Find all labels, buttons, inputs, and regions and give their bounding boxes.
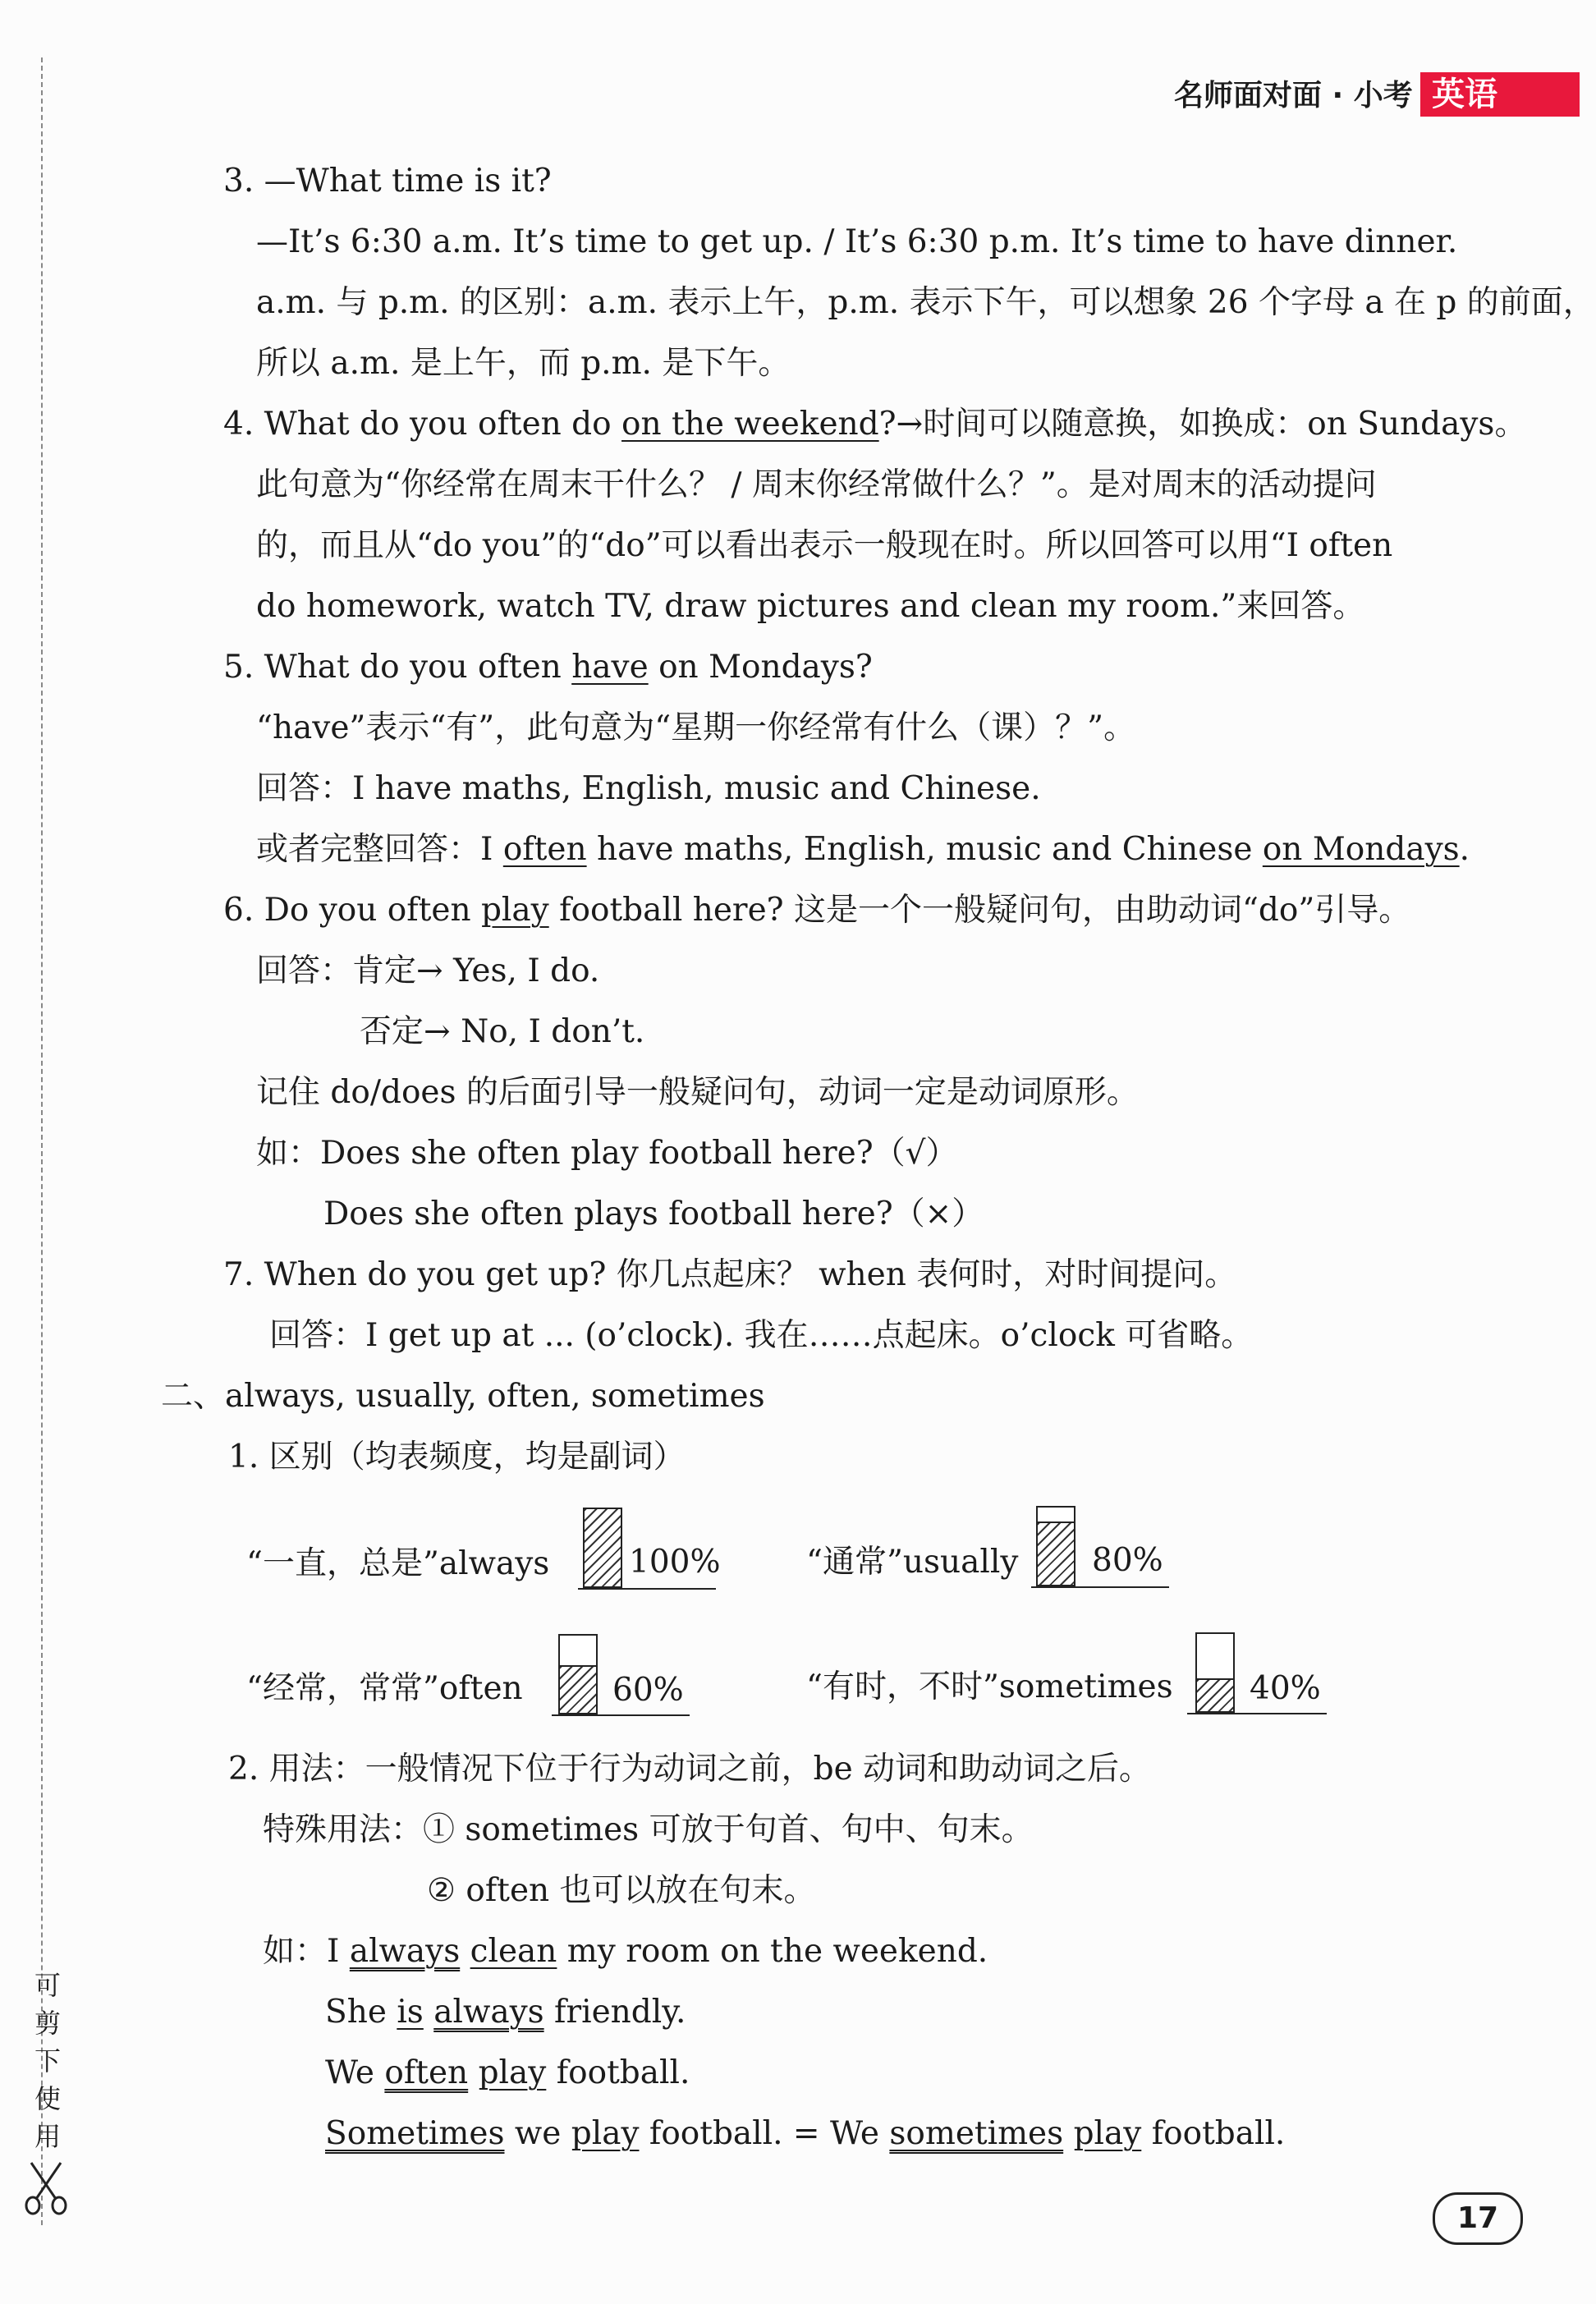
chart-value-label: 60% xyxy=(612,1672,684,1709)
underlined-word: have xyxy=(571,649,649,686)
underlined-phrase: on the weekend xyxy=(621,406,879,443)
item4-note-1: 此句意为“你经常在周末干什么？ / 周末你经常做什么？”。是对周末的活动提问 xyxy=(256,466,1377,503)
item6-example-wrong: Does she often plays football here?（×） xyxy=(323,1196,984,1232)
chart-bar xyxy=(583,1508,622,1588)
chart-value-label: 100% xyxy=(629,1544,721,1581)
item6-answer-no: 否定→ No, I don’t. xyxy=(360,1013,645,1050)
chart-bar xyxy=(558,1634,598,1714)
item3-answer: —It’s 6:30 a.m. It’s time to get up. / It’s 6:30 p.m. It’s time to have dinner. xyxy=(256,223,1458,260)
underlined-word: play xyxy=(480,892,549,929)
underlined-word: often xyxy=(502,831,587,868)
chart-bar-fill xyxy=(1038,1521,1074,1585)
underlined-phrase: on Mondays xyxy=(1262,831,1460,868)
cut-label-char: 用 xyxy=(34,2121,61,2152)
example-4: Sometimes we play football. = We sometimes play football. xyxy=(325,2115,1286,2152)
chart-category-label: “一直，总是”always xyxy=(246,1545,550,1582)
special-usage-2: ② often 也可以放在句末。 xyxy=(427,1872,816,1909)
cut-label-char: 使 xyxy=(34,2083,61,2114)
chart-baseline xyxy=(578,1588,716,1590)
chart-baseline xyxy=(1031,1586,1169,1588)
cut-label-char: 剪 xyxy=(34,2008,61,2039)
chart-bar xyxy=(1036,1506,1075,1586)
underlined-adverb: always xyxy=(433,1994,544,2031)
example-2: She is always friendly. xyxy=(325,1994,686,2031)
chart-category-label: “通常”usually xyxy=(806,1544,1019,1581)
item7-answer: 回答：I get up at ... (o’clock). 我在……点起床。o’clock 可省略。 xyxy=(269,1317,1254,1354)
underlined-adverb: always xyxy=(349,1933,461,1970)
special-usage-1: 特殊用法：① sometimes 可放于句首、句中、句末。 xyxy=(263,1811,1034,1848)
scissors-icon xyxy=(23,2159,69,2219)
underlined-verb: play xyxy=(478,2054,547,2091)
item3-question: 3. —What time is it? xyxy=(223,163,552,200)
item5-question: 5. What do you often have on Mondays? xyxy=(223,649,873,686)
item5-note-1: “have”表示“有”，此句意为“星期一你经常有什么（课）？”。 xyxy=(256,709,1136,746)
chart-baseline xyxy=(552,1714,690,1716)
cut-label-char: 可 xyxy=(34,1970,61,2001)
section2-subtitle-1: 1. 区别（均表频度，均是副词） xyxy=(228,1439,686,1476)
header-series: 名师面对面 · 小考 xyxy=(1174,79,1413,112)
item4-note-2: 的，而且从“do you”的“do”可以看出表示一般现在时。所以回答可以用“I often xyxy=(256,527,1393,564)
cut-label-char: 下 xyxy=(34,2045,61,2077)
cut-dashed-line xyxy=(41,57,43,2225)
example-3: We often play football. xyxy=(325,2054,690,2091)
item3-note-1: a.m. 与 p.m. 的区别：a.m. 表示上午，p.m. 表示下午，可以想象 26 个字母 a 在 p 的前面， xyxy=(256,284,1595,321)
page-number: 17 xyxy=(1433,2192,1523,2245)
item3-note-2: 所以 a.m. 是上午，而 p.m. 是下午。 xyxy=(256,345,791,382)
chart-bar-fill xyxy=(1197,1678,1233,1711)
item5-note-2: 回答：I have maths, English, music and Chinese. xyxy=(256,770,1041,807)
underlined-adverb: often xyxy=(384,2054,469,2091)
item4-question: 4. What do you often do on the weekend?→时间可以随意换，如换成：on Sundays。 xyxy=(223,406,1527,443)
underlined-verb: play xyxy=(1073,2115,1142,2152)
chart-value-label: 40% xyxy=(1250,1670,1321,1707)
underlined-verb: is xyxy=(397,1994,424,2031)
item4-note-3: do homework, watch TV, draw pictures and clean my room.”来回答。 xyxy=(256,588,1365,625)
chart-category-label: “经常，常常”often xyxy=(246,1670,523,1707)
item6-example-correct: 如：Does she often play football here?（√） xyxy=(256,1135,958,1172)
underlined-verb: play xyxy=(571,2115,640,2152)
item5-note-3: 或者完整回答：I often have maths, English, music and Chinese on Mondays. xyxy=(256,831,1470,868)
chart-bar-fill xyxy=(560,1665,596,1713)
chart-bar xyxy=(1195,1632,1235,1713)
underlined-verb: clean xyxy=(470,1933,557,1970)
underlined-adverb: Sometimes xyxy=(325,2115,505,2152)
cut-label xyxy=(33,1967,62,2155)
item6-question: 6. Do you often play football here? 这是一个一般疑问句，由助动词“do”引导。 xyxy=(223,892,1411,929)
chart-value-label: 80% xyxy=(1092,1542,1163,1579)
section2-subtitle-2: 2. 用法：一般情况下位于行为动词之前，be 动词和助动词之后。 xyxy=(228,1751,1152,1788)
item6-answer-yes: 回答：肯定→ Yes, I do. xyxy=(256,952,600,989)
chart-baseline xyxy=(1187,1713,1327,1714)
item6-rule: 记住 do/does 的后面引导一般疑问句，动词一定是动词原形。 xyxy=(256,1074,1139,1111)
section2-title: 二、always, usually, often, sometimes xyxy=(161,1378,765,1415)
underlined-adverb: sometimes xyxy=(889,2115,1064,2152)
chart-bar-fill xyxy=(585,1509,621,1586)
header-subject-badge: 英语 xyxy=(1420,72,1580,117)
item7-question: 7. When do you get up? 你几点起床？ when 表何时，对时间提问。 xyxy=(223,1256,1237,1293)
chart-category-label: “有时，不时”sometimes xyxy=(806,1668,1173,1705)
example-1: 如：I always clean my room on the weekend. xyxy=(263,1933,988,1970)
